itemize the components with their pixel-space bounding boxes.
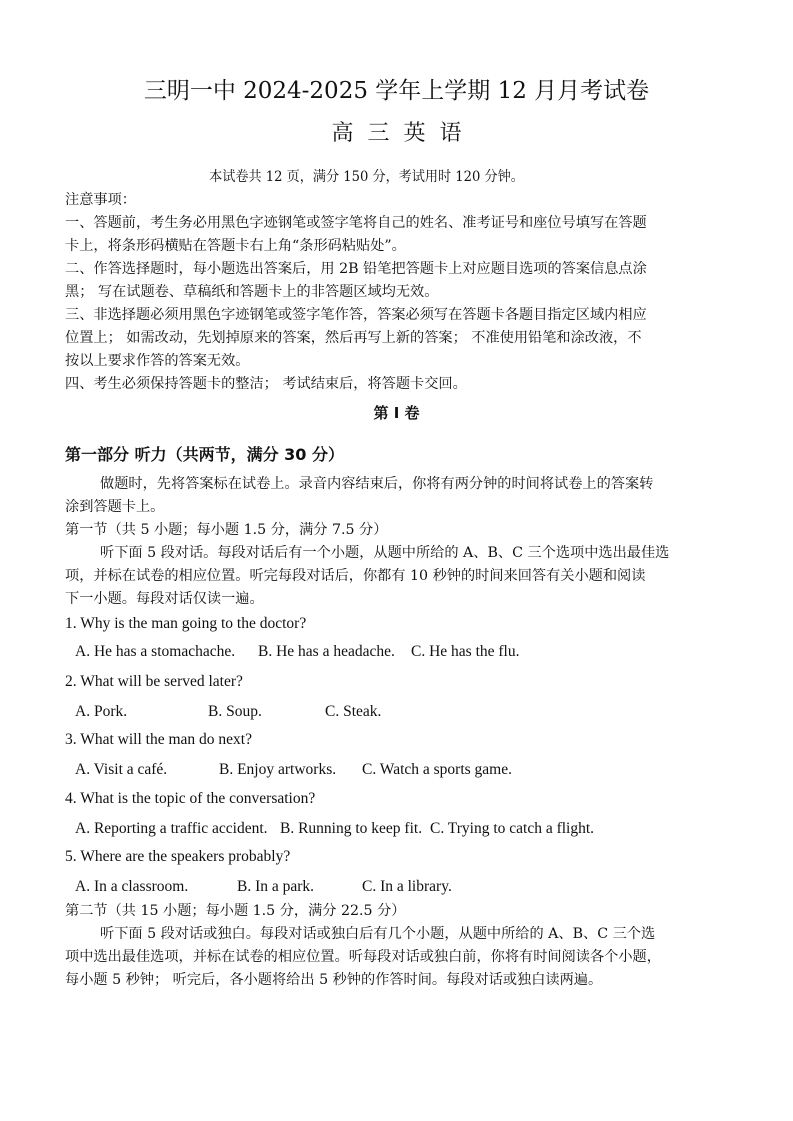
question-4: 4. What is the topic of the conversation? xyxy=(65,790,316,807)
section1-directions-cont: 项，并标在试卷的相应位置。听完每段对话后，你都有 10 秒钟的时间来回答有关小题和阅读 xyxy=(65,568,646,584)
section1-directions: 听下面 5 段对话。每段对话后有一个小题，从题中所给的 A、B、C 三个选项中选出最佳选 xyxy=(100,545,670,561)
exam-subject: 高三英语 xyxy=(331,121,476,146)
part1-intro-cont: 涂到答题卡上。 xyxy=(65,499,165,515)
part1-heading: 第一部分 听力（共两节，满分 30 分） xyxy=(65,445,344,464)
section2-directions-cont: 项中选出最佳选项，并标在试卷的相应位置。听每段对话或独白前，你将有时间阅读各个小题， xyxy=(65,949,661,965)
q2-option-a[interactable]: A. Pork. xyxy=(75,703,128,720)
q5-option-c[interactable]: C. In a library. xyxy=(362,878,452,895)
q2-option-c[interactable]: C. Steak. xyxy=(325,703,382,720)
q1-option-c[interactable]: C. He has the flu. xyxy=(411,643,520,660)
section1-directions-cont2: 下一小题。每段对话仅读一遍。 xyxy=(65,591,264,607)
section2-heading: 第二节（共 15 小题；每小题 1.5 分，满分 22.5 分） xyxy=(65,903,406,919)
note-item-3-cont: 位置上； 如需改动，先划掉原来的答案，然后再写上新的答案； 不准使用铅笔和涂改液，不 xyxy=(65,330,642,346)
exam-info: 本试卷共 12 页，满分 150 分，考试用时 120 分钟。 xyxy=(209,169,524,185)
q5-option-b[interactable]: B. In a park. xyxy=(237,878,315,895)
q1-option-b[interactable]: B. He has a headache. xyxy=(258,643,395,660)
q4-option-a[interactable]: A. Reporting a traffic accident. xyxy=(75,820,268,837)
note-item-1-cont: 卡上，将条形码横贴在答题卡右上角“条形码粘贴处”。 xyxy=(65,238,406,254)
q2-option-b[interactable]: B. Soup. xyxy=(208,703,262,720)
volume-heading: 第 I 卷 xyxy=(373,404,420,422)
q3-option-b[interactable]: B. Enjoy artworks. xyxy=(219,761,337,778)
q3-option-a[interactable]: A. Visit a café. xyxy=(75,761,168,778)
section2-directions: 听下面 5 段对话或独白。每段对话或独白后有几个小题，从题中所给的 A、B、C 三个选 xyxy=(100,926,656,942)
notes-heading: 注意事项： xyxy=(65,192,136,208)
note-item-4: 四、考生必须保持答题卡的整洁； 考试结束后，将答题卡交回。 xyxy=(65,376,467,392)
q5-option-a[interactable]: A. In a classroom. xyxy=(75,878,189,895)
note-item-2: 二、作答选择题时，每小题选出答案后，用 2B 铅笔把答题卡上对应题目选项的答案信息点涂 xyxy=(65,261,647,277)
note-item-3: 三、非选择题必须用黑色字迹钢笔或签字笔作答，答案必须写在答题卡各题目指定区域内相应 xyxy=(65,307,647,323)
question-3: 3. What will the man do next? xyxy=(65,731,252,748)
note-item-3-cont2: 按以上要求作答的答案无效。 xyxy=(65,353,250,369)
exam-title: 三明一中 2024-2025 学年上学期 12 月月考试卷 xyxy=(143,78,650,104)
question-5: 5. Where are the speakers probably? xyxy=(65,848,291,865)
note-item-2-cont: 黑； 写在试题卷、草稿纸和答题卡上的非答题区域均无效。 xyxy=(65,284,439,300)
part1-intro: 做题时，先将答案标在试卷上。录音内容结束后，你将有两分钟的时间将试卷上的答案转 xyxy=(100,476,654,492)
question-2: 2. What will be served later? xyxy=(65,673,243,690)
section2-directions-cont2: 每小题 5 秒钟； 听完后，各小题将给出 5 秒钟的作答时间。每段对话或独白读两遍。 xyxy=(65,972,603,988)
q3-option-c[interactable]: C. Watch a sports game. xyxy=(362,761,512,778)
note-item-1: 一、答题前，考生务必用黑色字迹钢笔或签字笔将自己的姓名、准考证号和座位号填写在答题 xyxy=(65,215,647,231)
q4-option-c[interactable]: C. Trying to catch a flight. xyxy=(430,820,595,837)
question-1: 1. Why is the man going to the doctor? xyxy=(65,615,307,632)
q4-option-b[interactable]: B. Running to keep fit. xyxy=(280,820,423,837)
q1-option-a[interactable]: A. He has a stomachache. xyxy=(75,643,236,660)
section1-heading: 第一节（共 5 小题；每小题 1.5 分，满分 7.5 分） xyxy=(65,522,388,538)
